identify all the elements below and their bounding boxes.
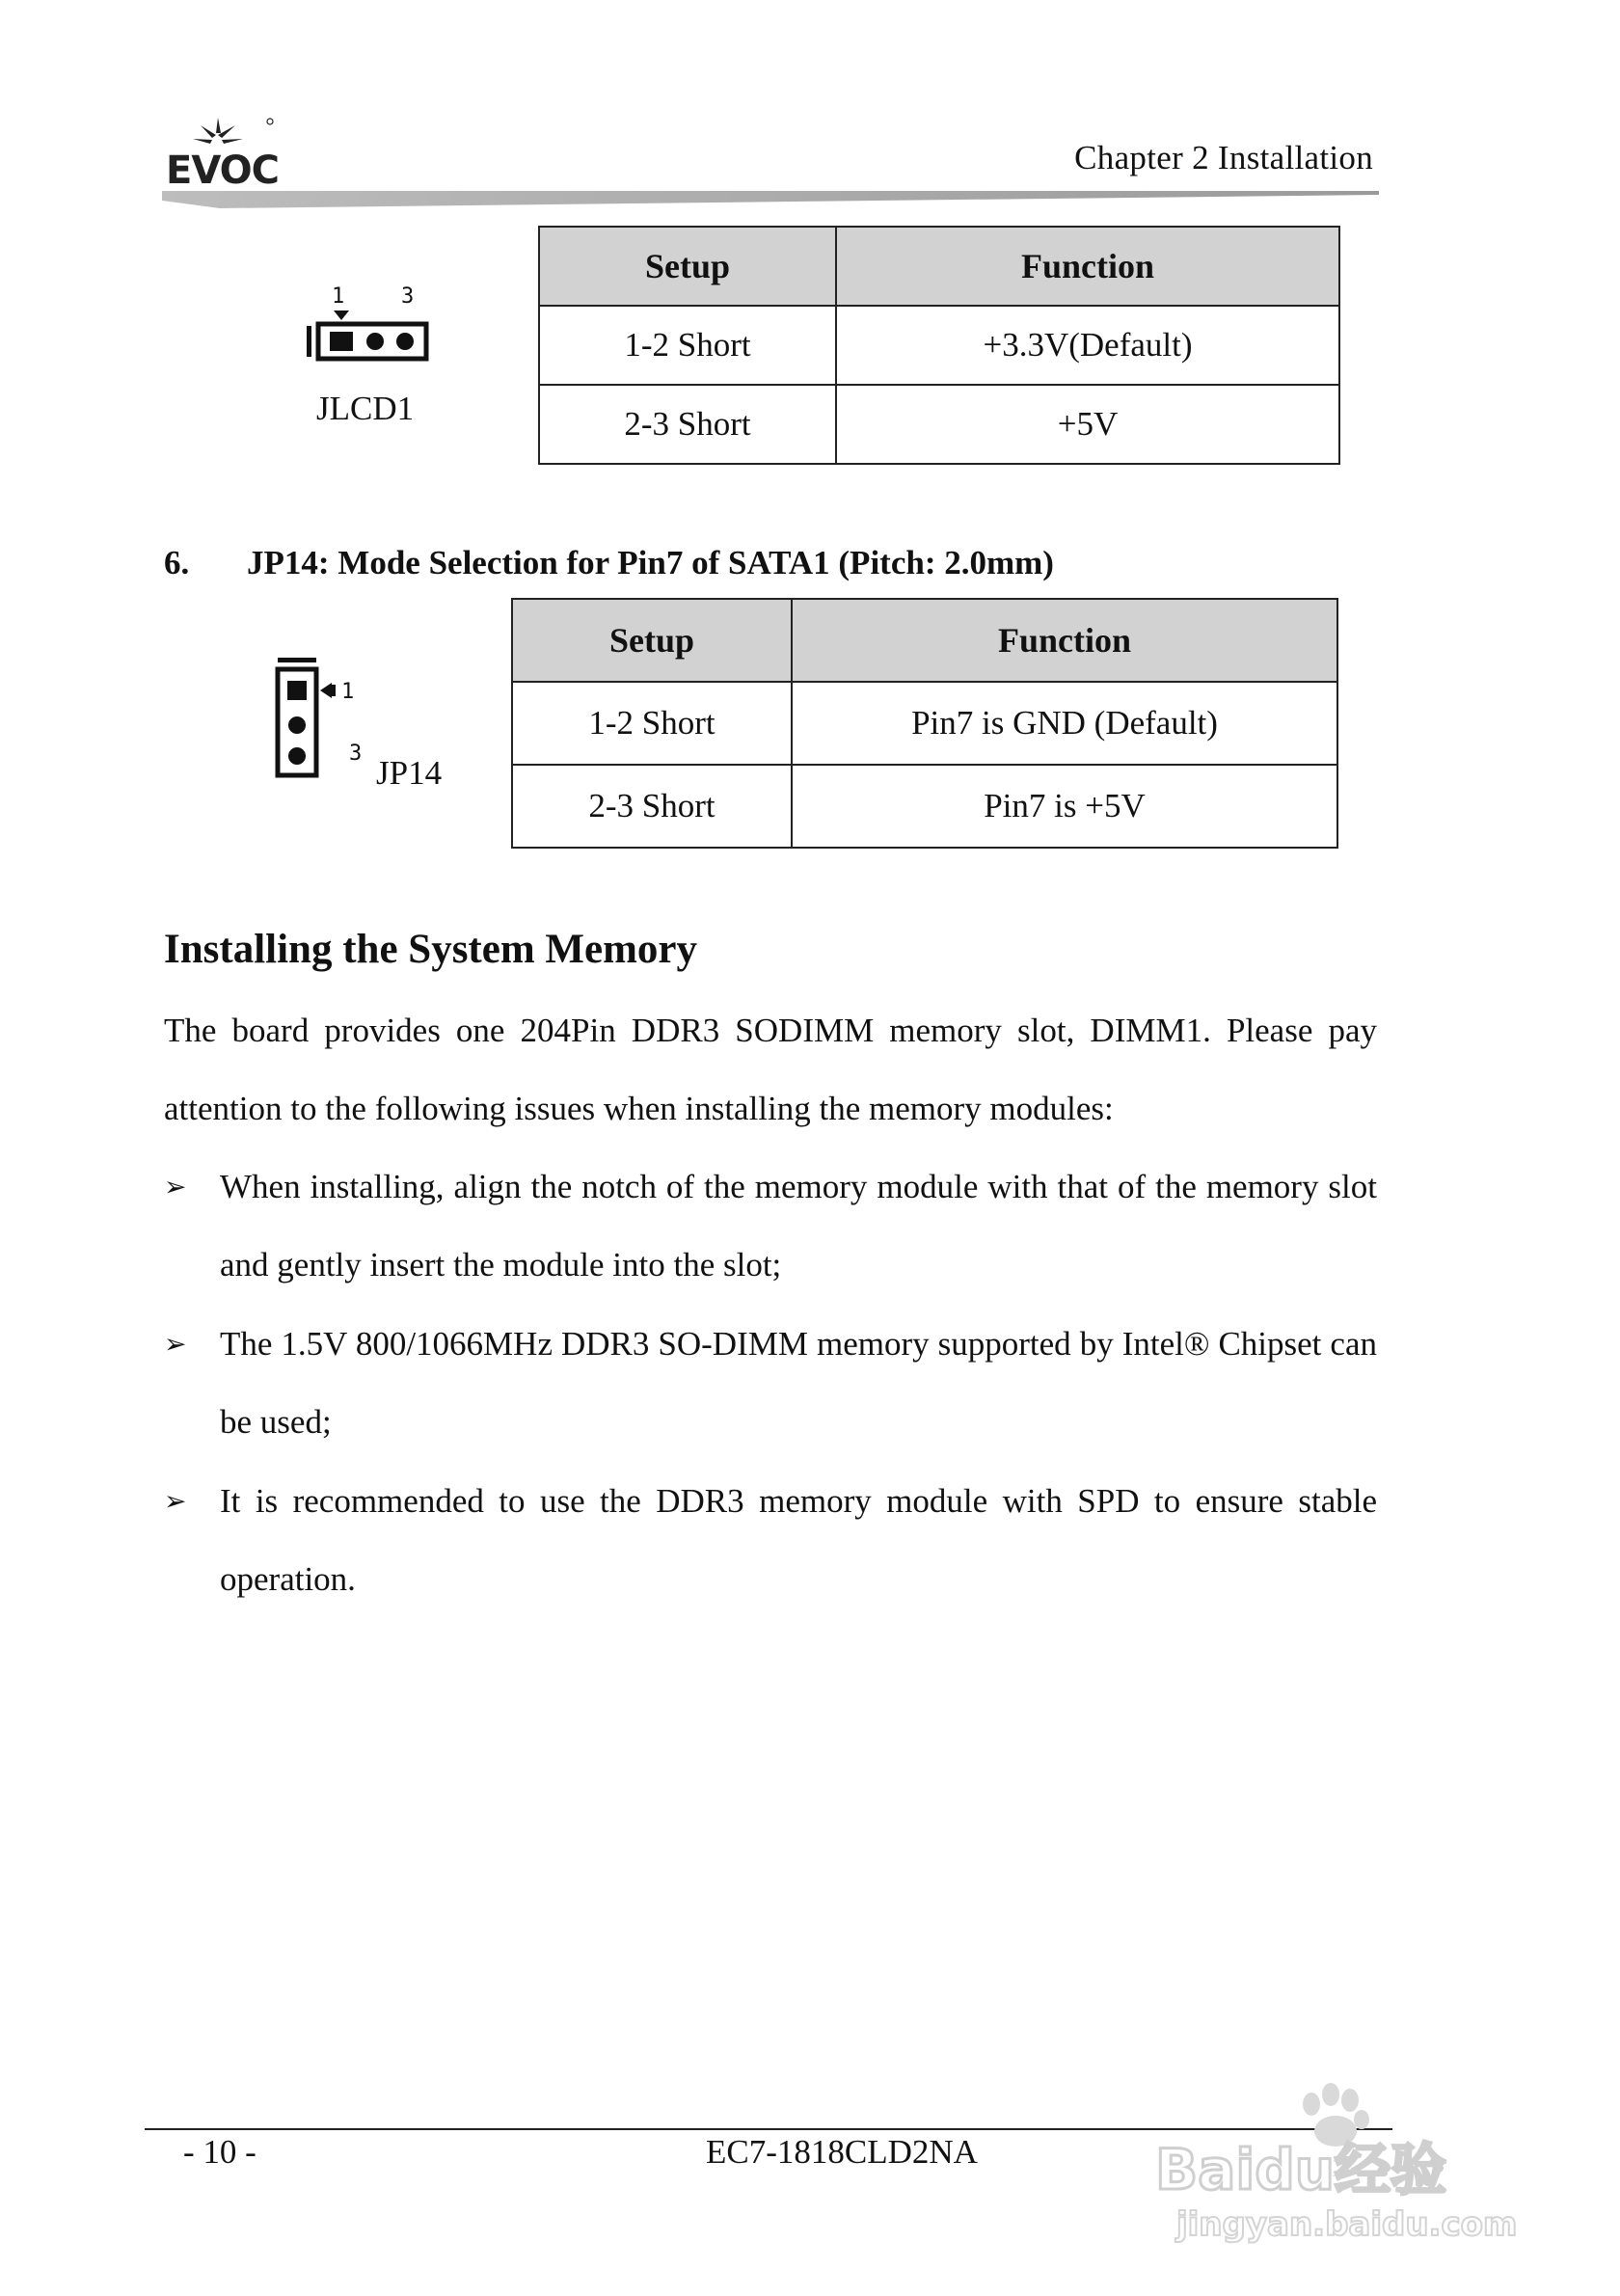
arrow-bullet-icon: ➢ bbox=[164, 1485, 187, 1517]
page-number: - 10 - bbox=[183, 2133, 256, 2171]
table-row bbox=[539, 306, 1339, 385]
table-header-row bbox=[512, 599, 1337, 682]
jlcd1-label: JLCD1 bbox=[316, 390, 415, 427]
svg-text:EVOC: EVOC bbox=[166, 149, 279, 189]
section-number: 6. bbox=[164, 544, 190, 581]
svg-text:3: 3 bbox=[349, 742, 363, 766]
svg-text:1: 1 bbox=[332, 284, 345, 309]
list-item bbox=[164, 1305, 1377, 1461]
function-cell: Pin7 is GND (Default) bbox=[792, 682, 1337, 765]
svg-text:1: 1 bbox=[341, 680, 355, 704]
arrow-bullet-icon: ➢ bbox=[164, 1171, 187, 1202]
svg-text:Baidu经验: Baidu经验 bbox=[1155, 2137, 1447, 2202]
jp14-jumper-diagram bbox=[272, 656, 368, 781]
svg-text:3: 3 bbox=[401, 284, 415, 309]
list-item-text: When installing, align the notch of the memory module with that of the memory slot and gently insert the module into the slot; bbox=[220, 1168, 1377, 1283]
table-row bbox=[539, 385, 1339, 464]
jp14-label: JP14 bbox=[376, 754, 443, 792]
list-item bbox=[164, 1462, 1377, 1618]
function-cell: +5V bbox=[836, 385, 1339, 464]
section-title: JP14: Mode Selection for Pin7 of SATA1 (Pitch: 2.0mm) bbox=[247, 544, 1054, 581]
function-cell: Pin7 is +5V bbox=[792, 765, 1337, 848]
list-item-text: It is recommended to use the DDR3 memory module with SPD to ensure stable operation. bbox=[220, 1482, 1377, 1598]
jp14-table bbox=[511, 598, 1338, 849]
list-item-text: The 1.5V 800/1066MHz DDR3 SO-DIMM memory supported by Intel® Chipset can be used; bbox=[220, 1325, 1377, 1441]
header-setup: Setup bbox=[512, 599, 792, 682]
arrow-bullet-icon: ➢ bbox=[164, 1328, 187, 1360]
table-row bbox=[512, 765, 1337, 848]
header-function: Function bbox=[792, 599, 1337, 682]
memory-section-title: Installing the System Memory bbox=[164, 927, 697, 972]
list-item bbox=[164, 1148, 1377, 1304]
evoc-logo bbox=[162, 114, 282, 189]
table-header-row bbox=[539, 227, 1339, 306]
header-setup: Setup bbox=[539, 227, 836, 306]
chapter-title: Chapter 2 Installation bbox=[1074, 139, 1373, 176]
setup-cell: 1-2 Short bbox=[512, 682, 792, 765]
setup-cell: 2-3 Short bbox=[512, 765, 792, 848]
jlcd1-table bbox=[538, 226, 1340, 465]
svg-text:jingyan.baidu.com: jingyan.baidu.com bbox=[1176, 2205, 1518, 2244]
model-number: EC7-1818CLD2NA bbox=[706, 2133, 978, 2171]
jlcd1-jumper-diagram bbox=[305, 282, 440, 368]
memory-intro-paragraph: The board provides one 204Pin DDR3 SODIMM memory slot, DIMM1. Please pay attention to the following issues when installing the memory modules: bbox=[164, 1012, 1377, 1127]
table-row bbox=[512, 682, 1337, 765]
setup-cell: 1-2 Short bbox=[539, 306, 836, 385]
header-rule bbox=[162, 191, 1379, 212]
setup-cell: 2-3 Short bbox=[539, 385, 836, 464]
header-function: Function bbox=[836, 227, 1339, 306]
baidu-watermark bbox=[1148, 2073, 1533, 2247]
function-cell: +3.3V(Default) bbox=[836, 306, 1339, 385]
